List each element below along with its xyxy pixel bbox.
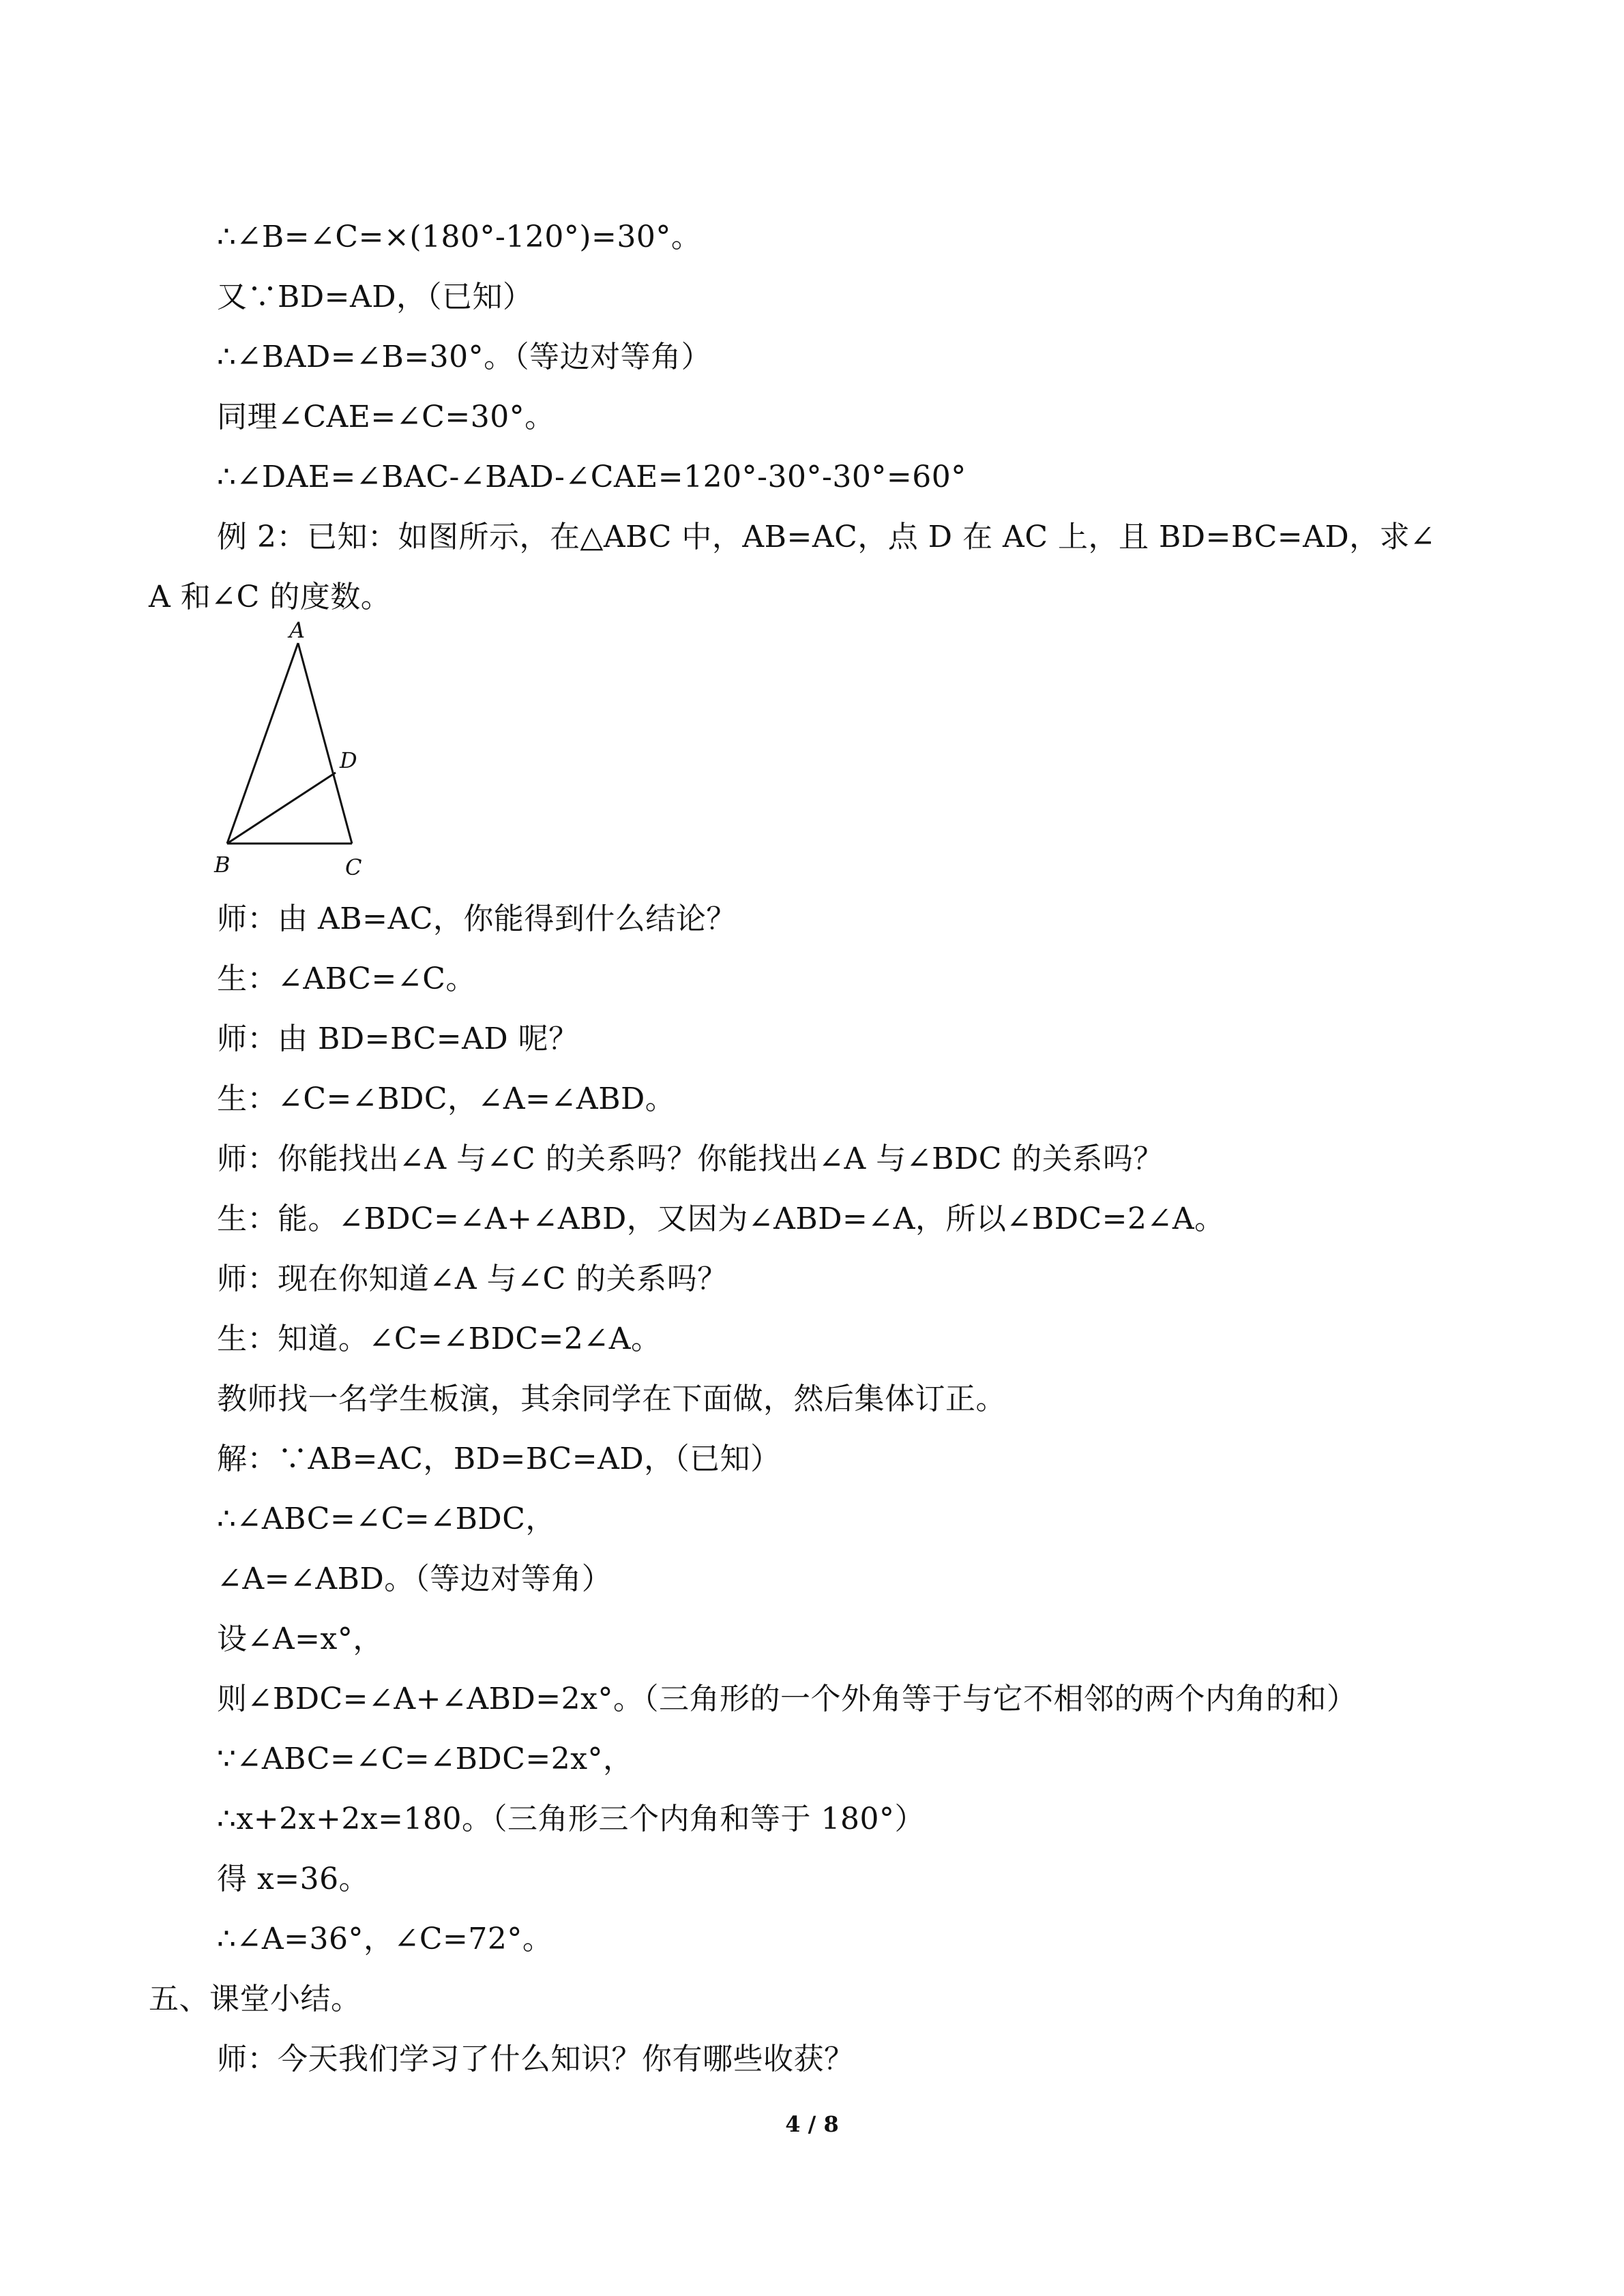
- text-line-2: 又∵BD=AD，（已知）: [217, 280, 533, 314]
- dialogue-line-4: 生：∠C=∠BDC，∠A=∠ABD。: [217, 1082, 676, 1116]
- text-line-1: ∴∠B=∠C=×(180°-120°)=30°。: [217, 220, 702, 254]
- solution-line-7: ∴x+2x+2x=180。（三角形三个内角和等于 180°）: [217, 1802, 925, 1836]
- dialogue-line-3: 师：由 BD=BC=AD 呢？: [217, 1022, 579, 1056]
- solution-line-5: 则∠BDC=∠A+∠ABD=2x°。（三角形的一个外角等于与它不相邻的两个内角的和）: [217, 1682, 1357, 1716]
- solution-line-3: ∠A=∠ABD。（等边对等角）: [217, 1562, 612, 1596]
- dialogue-line-7: 师：现在你知道∠A 与∠C 的关系吗？: [217, 1262, 728, 1296]
- dialogue-line-2: 生：∠ABC=∠C。: [217, 961, 476, 996]
- text-line-5: ∴∠DAE=∠BAC-∠BAD-∠CAE=120°-30°-30°=60°: [217, 460, 966, 494]
- solution-line-9: ∴∠A=36°，∠C=72°。: [217, 1922, 553, 1956]
- side-ab: [227, 643, 298, 844]
- example-2-statement: 例 2：已知：如图所示，在△ABC 中，AB=AC，点 D 在 AC 上，且 BD=BC=AD，求∠: [217, 520, 1436, 554]
- triangle-figure: [205, 617, 382, 890]
- solution-line-2: ∴∠ABC=∠C=∠BDC，: [217, 1502, 556, 1536]
- solution-line-1: 解：∵AB=AC，BD=BC=AD，（已知）: [217, 1442, 781, 1476]
- dialogue-line-9: 教师找一名学生板演，其余同学在下面做，然后集体订正。: [217, 1382, 1006, 1416]
- text-line-4: 同理∠CAE=∠C=30°。: [217, 400, 555, 434]
- segment-bd: [227, 773, 336, 844]
- section-heading: 五、课堂小结。: [149, 1982, 361, 2016]
- vertex-label-a: A: [289, 617, 306, 643]
- page-number: 4 / 8: [785, 2111, 839, 2137]
- dialogue-line-5: 师：你能找出∠A 与∠C 的关系吗？你能找出∠A 与∠BDC 的关系吗？: [217, 1142, 1164, 1176]
- dialogue-line-6: 生：能。∠BDC=∠A+∠ABD，又因为∠ABD=∠A，所以∠BDC=2∠A。: [217, 1202, 1225, 1236]
- side-ac: [298, 643, 352, 844]
- solution-line-4: 设∠A=x°，: [217, 1622, 383, 1656]
- dialogue-line-1: 师：由 AB=AC，你能得到什么结论？: [217, 901, 737, 936]
- point-label-d: D: [340, 747, 357, 773]
- solution-line-8: 得 x=36。: [217, 1862, 370, 1896]
- closing-question: 师：今天我们学习了什么知识？你有哪些收获？: [217, 2042, 855, 2076]
- vertex-label-c: C: [345, 854, 362, 880]
- triangle-diagram: [205, 617, 382, 890]
- text-line-3: ∴∠BAD=∠B=30°。（等边对等角）: [217, 340, 712, 374]
- example-2-statement-cont: A 和∠C 的度数。: [149, 580, 392, 614]
- solution-line-6: ∵∠ABC=∠C=∠BDC=2x°，: [217, 1742, 634, 1776]
- dialogue-line-8: 生：知道。∠C=∠BDC=2∠A。: [217, 1322, 662, 1356]
- vertex-label-b: B: [214, 852, 231, 878]
